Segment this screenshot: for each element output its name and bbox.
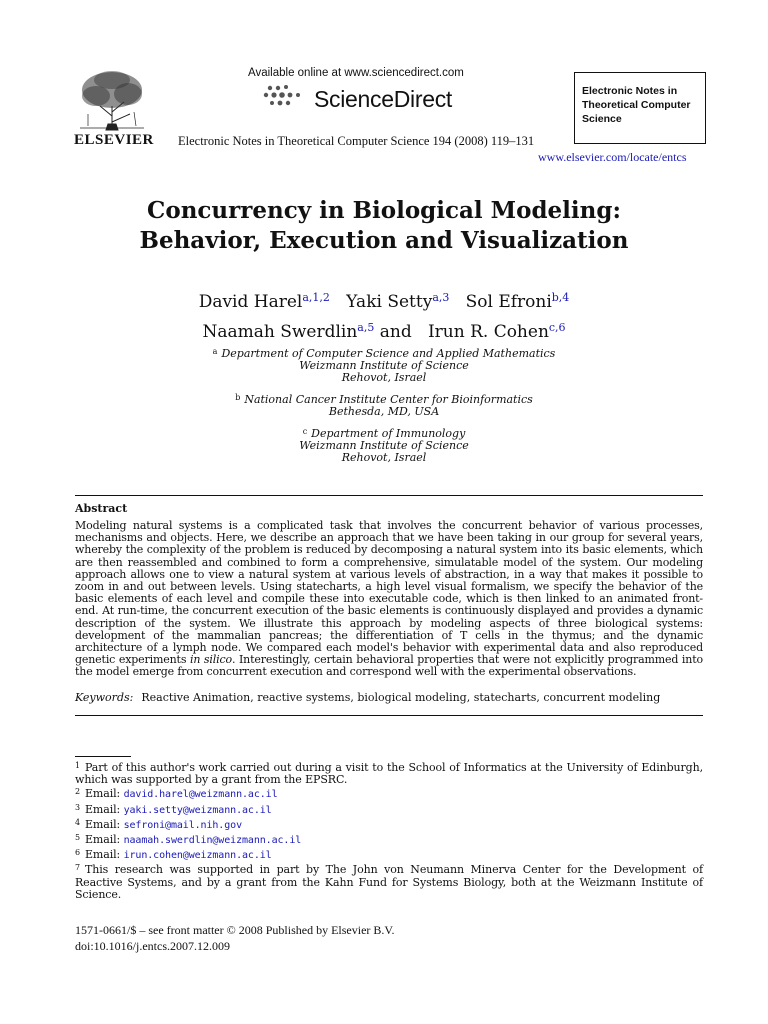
- publisher-name: ELSEVIER: [74, 132, 154, 148]
- footnote-1: [75, 760, 703, 786]
- available-online-text[interactable]: Available online at www.sciencedirect.com: [248, 67, 464, 79]
- footnote-number: 7: [75, 863, 80, 873]
- footnote-6: [75, 847, 703, 862]
- journal-citation: Electronic Notes in Theoretical Computer Science 194 (2008) 119–131: [178, 134, 535, 148]
- author-name: Irun R. Cohen: [427, 322, 549, 342]
- affiliation-mark: c: [302, 427, 308, 436]
- doi-line[interactable]: doi:10.1016/j.entcs.2007.12.009: [75, 939, 230, 953]
- keywords-label: Keywords:: [75, 691, 134, 704]
- sciencedirect-dots-icon: [262, 82, 310, 110]
- journal-title-box-text: Electronic Notes in Theoretical Computer Science: [582, 85, 691, 125]
- email-link[interactable]: yaki.setty@weizmann.ac.il: [123, 804, 272, 816]
- affiliation-b: [0, 392, 768, 418]
- footnote-number: 4: [75, 817, 80, 827]
- affiliation-line: Weizmann Institute of Science: [299, 359, 469, 372]
- footnote-7: [75, 862, 703, 901]
- title-line-1: Concurrency in Biological Modeling:: [147, 197, 621, 224]
- footnote-text: This research was supported in part by The John von Neumann Minerva Center for the Development of Reactive Systems, and by a grant from the Kahn Fund for Systems Biology, both at the Weizmann Institute of Science.: [75, 863, 703, 901]
- affiliation-line: Bethesda, MD, USA: [328, 405, 440, 418]
- abstract-bottom-rule: [75, 715, 703, 716]
- affiliation-line: National Cancer Institute Center for Bioinformatics: [244, 393, 533, 406]
- title-line-2: Behavior, Execution and Visualization: [139, 227, 629, 254]
- issn-line: 1571-0661/$ – see front matter © 2008 Published by Elsevier B.V.: [75, 923, 395, 937]
- author-name: Sol Efroni: [465, 292, 552, 312]
- footnote-number: 3: [75, 802, 80, 812]
- journal-url-link[interactable]: www.elsevier.com/locate/entcs: [538, 150, 687, 164]
- footnote-number: 5: [75, 833, 80, 843]
- author-affiliation-mark[interactable]: a,5: [357, 321, 375, 334]
- email-label: Email:: [85, 848, 121, 862]
- email-label: Email:: [85, 817, 121, 831]
- author-affiliation-mark[interactable]: c,6: [548, 321, 566, 334]
- footnote-number: 6: [75, 848, 80, 858]
- author-affiliation-mark[interactable]: a,1,2: [302, 291, 330, 304]
- keywords: [75, 691, 703, 704]
- abstract-top-rule: [75, 495, 703, 496]
- author-name: Yaki Setty: [346, 292, 433, 312]
- email-label: Email:: [85, 802, 121, 816]
- abstract-body: [75, 520, 703, 679]
- author-affiliation-mark[interactable]: a,3: [432, 291, 450, 304]
- footnotes: [75, 760, 703, 901]
- footnote-3: [75, 802, 703, 817]
- author-affiliation-mark[interactable]: b,4: [551, 291, 570, 304]
- abstract-heading: Abstract: [75, 502, 128, 515]
- affiliation-line: Rehovot, Israel: [341, 371, 427, 384]
- author-list: [0, 285, 768, 345]
- affiliation-c: [0, 426, 768, 464]
- sciencedirect-logo-text: ScienceDirect: [314, 86, 452, 112]
- abstract-text-end: . Interestingly, certain behavioral properties that were not explicitly programmed into the model emerge from concurrent execution and correspond well with the experimental observations.: [75, 653, 703, 679]
- affiliations: [0, 346, 768, 472]
- footnote-number: 2: [75, 787, 80, 797]
- footnote-4: [75, 817, 703, 832]
- footnote-2: [75, 786, 703, 801]
- footnote-5: [75, 832, 703, 847]
- footnote-number: 1: [75, 761, 80, 770]
- email-link[interactable]: david.harel@weizmann.ac.il: [123, 789, 278, 801]
- email-label: Email:: [85, 787, 121, 801]
- email-link[interactable]: naamah.swerdlin@weizmann.ac.il: [123, 835, 302, 847]
- author-name: Naamah Swerdlin: [202, 322, 358, 342]
- abstract-italic-term: in silico: [189, 653, 232, 667]
- affiliation-line: Rehovot, Israel: [341, 451, 427, 464]
- email-link[interactable]: sefroni@mail.nih.gov: [123, 819, 242, 831]
- abstract-text: Modeling natural systems is a complicated task that involves the concurrent behavior of various processes, mechanisms and objects. Here, we describe an approach that we have been taking in our group for several years, whereby the complexity of the problem is reduced by decomposing a natural system into its basic elements, which are then reassembled and combined to form a comprehensive, simulatable model of the system. Our modeling approach allows one to view a natural system at various levels of abstraction, in a way that makes it possible to zoom in and out between levels. Using statecharts, a high level visual formalism, we specify the behavior of the basic elements of each level and compile these into executable code, which is then linked to an animated front-end. At run-time, the concurrent execution of the basic elements is continuously displayed and provides a dynamic description of the system. We illustrate this approach by modeling aspects of three biological systems: development of the mammalian pancreas; the differentiation of T cells in the thymus; and the dynamic architecture of a lymph node. We compared each model's behavior with experimental data and also reproduced genetic experiments: [75, 519, 703, 667]
- author-conjunction: and: [379, 322, 412, 342]
- affiliation-mark: b: [235, 393, 241, 402]
- keywords-text: Reactive Animation, reactive systems, biological modeling, statecharts, concurrent modeling: [141, 691, 661, 704]
- email-label: Email:: [85, 833, 121, 847]
- author-name: David Harel: [198, 292, 303, 312]
- affiliation-a: [0, 346, 768, 384]
- footnote-rule: [75, 756, 131, 757]
- affiliation-line: Department of Immunology: [311, 427, 466, 440]
- affiliation-line: Weizmann Institute of Science: [299, 439, 469, 452]
- paper-title: [0, 196, 768, 256]
- footnote-text: Part of this author's work carried out during a visit to the School of Informatics at the University of Edinburgh, which was supported by a grant from the EPSRC.: [75, 761, 703, 787]
- front-matter-info: [75, 922, 395, 954]
- affiliation-line: Department of Computer Science and Applied Mathematics: [221, 347, 556, 360]
- email-link[interactable]: irun.cohen@weizmann.ac.il: [123, 850, 272, 862]
- affiliation-mark: a: [212, 347, 218, 356]
